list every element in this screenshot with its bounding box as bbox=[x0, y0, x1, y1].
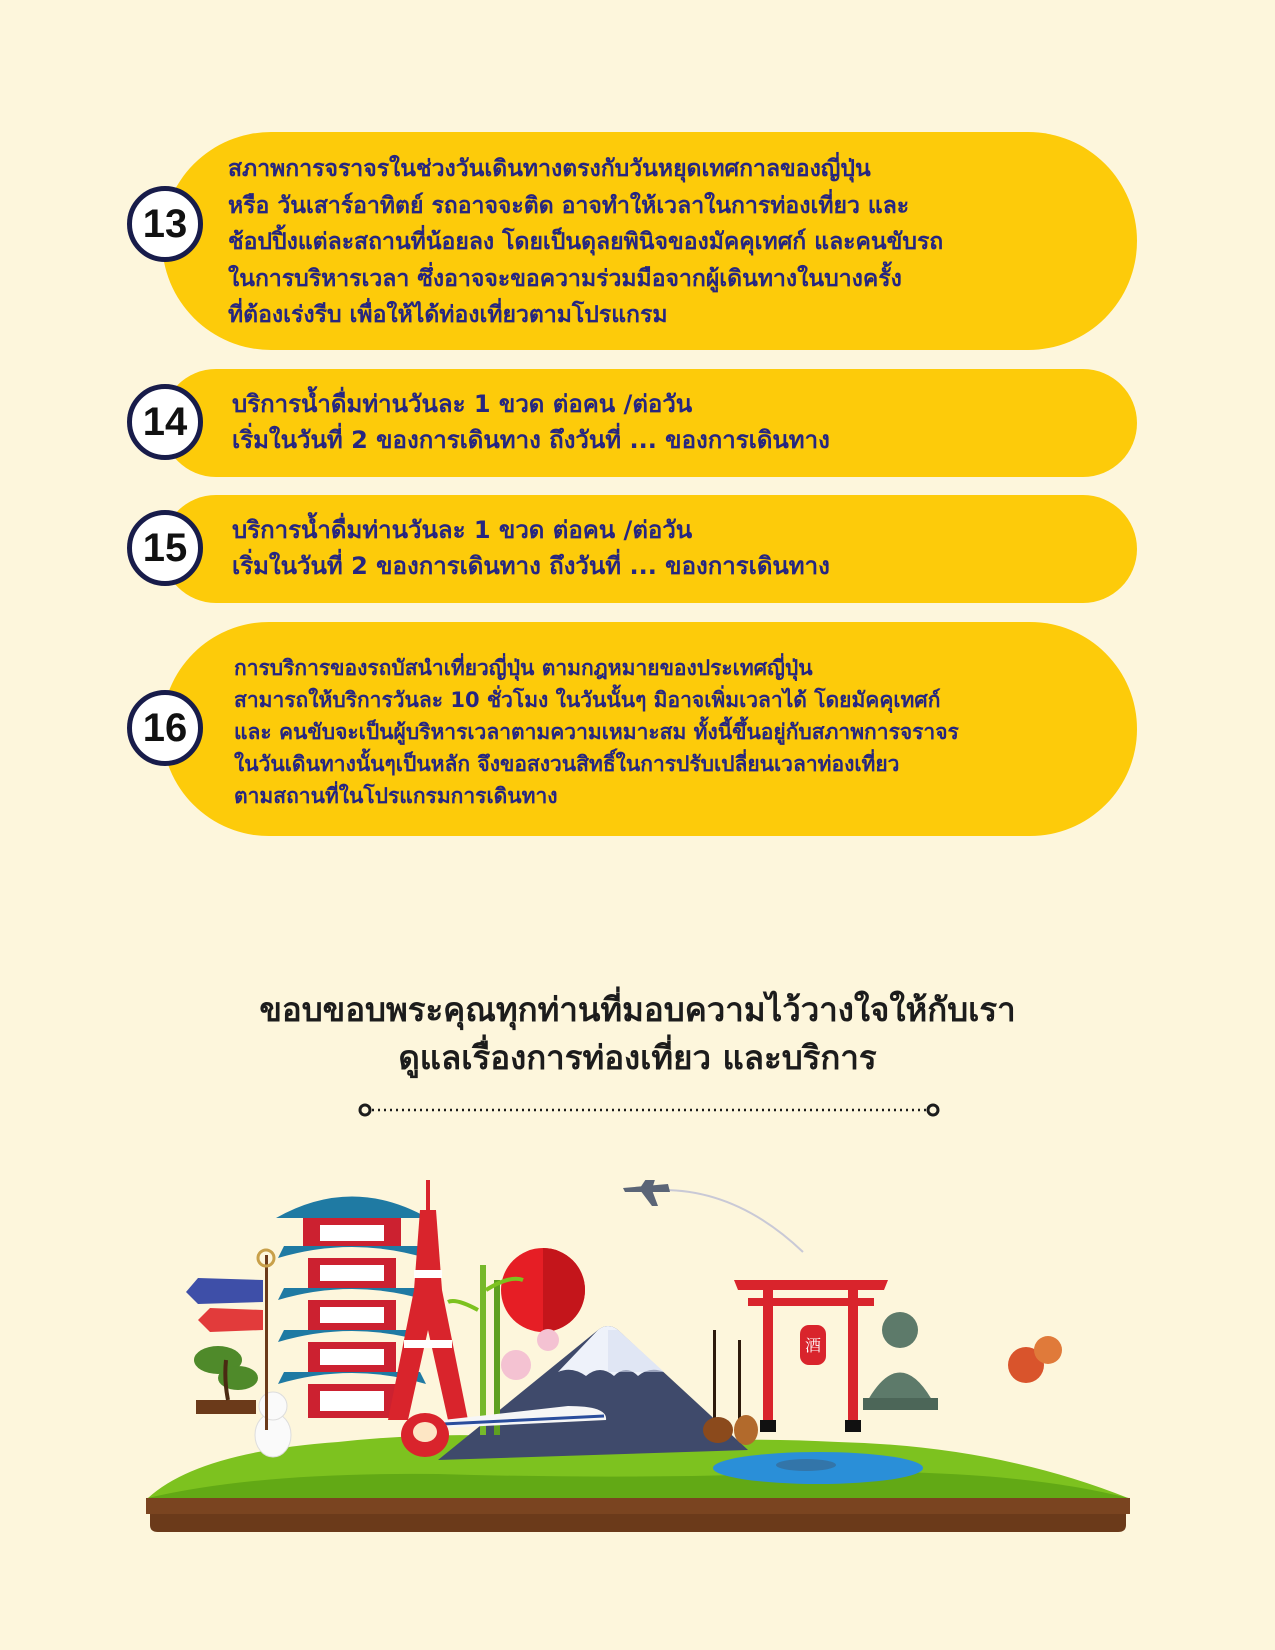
info-pill-16 bbox=[162, 622, 1137, 836]
info-line: บริการน้ำดื่มท่านวันละ 1 ขวด ต่อคน /ต่อวัน bbox=[232, 390, 693, 418]
thank-you-line-2: ดูแลเรื่องการท่องเที่ยว และบริการ bbox=[398, 1038, 877, 1077]
info-line: ช้อปปิ้งแต่ละสถานที่น้อยลง โดยเป็นดุลยพินิจของมัคคุเทศก์ และคนขับรถ bbox=[228, 229, 944, 255]
number-badge-15: 15 bbox=[127, 510, 203, 586]
pond-icon bbox=[713, 1452, 923, 1484]
info-pill-15 bbox=[162, 495, 1137, 603]
thank-you-heading bbox=[0, 986, 1275, 1082]
info-line: เริ่มในวันที่ 2 ของการเดินทาง ถึงวันที่ ... ของการเดินทาง bbox=[232, 426, 830, 454]
info-text-15 bbox=[232, 512, 830, 584]
info-line: เริ่มในวันที่ 2 ของการเดินทาง ถึงวันที่ ... ของการเดินทาง bbox=[232, 552, 830, 580]
info-text-14 bbox=[232, 386, 830, 458]
info-line: ตามสถานที่ในโปรแกรมการเดินทาง bbox=[234, 784, 558, 808]
info-line: และ คนขับจะเป็นผู้บริหารเวลาตามความเหมาะสม ทั้งนี้ขึ้นอยู่กับสภาพการจราจร bbox=[234, 720, 959, 744]
japan-landmarks-illustration bbox=[138, 1180, 1138, 1540]
number-badge-14: 14 bbox=[127, 384, 203, 460]
info-text-16 bbox=[234, 652, 959, 812]
shamisen-icon bbox=[703, 1330, 758, 1445]
sake-lantern-icon bbox=[800, 1325, 826, 1365]
number-badge-13: 13 bbox=[127, 186, 203, 262]
info-line: สามารถให้บริการวันละ 10 ชั่วโมง ในวันนั้นๆ มิอาจเพิ่มเวลาได้ โดยมัคคุเทศก์ bbox=[234, 688, 941, 712]
daruma-icon bbox=[401, 1413, 449, 1457]
bonsai-icon bbox=[194, 1346, 258, 1414]
info-text-13 bbox=[228, 151, 943, 334]
info-line: ในวันเดินทางนั้นๆเป็นหลัก จึงขอสงวนสิทธิ์ในการปรับเปลี่ยนเวลาท่องเที่ยว bbox=[234, 752, 900, 776]
airplane-icon bbox=[623, 1180, 803, 1252]
rising-sun-icon bbox=[501, 1248, 585, 1332]
info-line: หรือ วันเสาร์อาทิตย์ รถอาจจะติด อาจทำให้เวลาในการท่องเที่ยว และ bbox=[228, 192, 910, 219]
info-line: ในการบริหารเวลา ซึ่งอาจจะขอความร่วมมือจากผู้เดินทางในบางครั้ง bbox=[228, 265, 902, 292]
info-line: การบริการของรถบัสนำเที่ยวญี่ปุ่น ตามกฎหมายของประเทศญี่ปุ่น bbox=[234, 656, 813, 680]
info-line: บริการน้ำดื่มท่านวันละ 1 ขวด ต่อคน /ต่อวัน bbox=[232, 516, 693, 544]
info-pill-13 bbox=[162, 132, 1137, 350]
info-line: สภาพการจราจรในช่วงวันเดินทางตรงกับวันหยุดเทศกาลของญี่ปุ่น bbox=[228, 156, 871, 182]
buddha-statue-icon bbox=[863, 1312, 938, 1410]
info-line: ที่ต้องเร่งรีบ เพื่อให้ได้ท่องเที่ยวตามโปรแกรม bbox=[228, 302, 668, 328]
dotted-divider bbox=[356, 1100, 942, 1120]
info-pill-14 bbox=[162, 369, 1137, 477]
maneki-neko-icon bbox=[255, 1392, 291, 1457]
thank-you-line-1: ขอบขอบพระคุณทุกท่านที่มอบความไว้วางใจให้กับเรา bbox=[259, 990, 1016, 1029]
sake-sign-text: 酒 bbox=[804, 1336, 822, 1355]
number-badge-16: 16 bbox=[127, 690, 203, 766]
